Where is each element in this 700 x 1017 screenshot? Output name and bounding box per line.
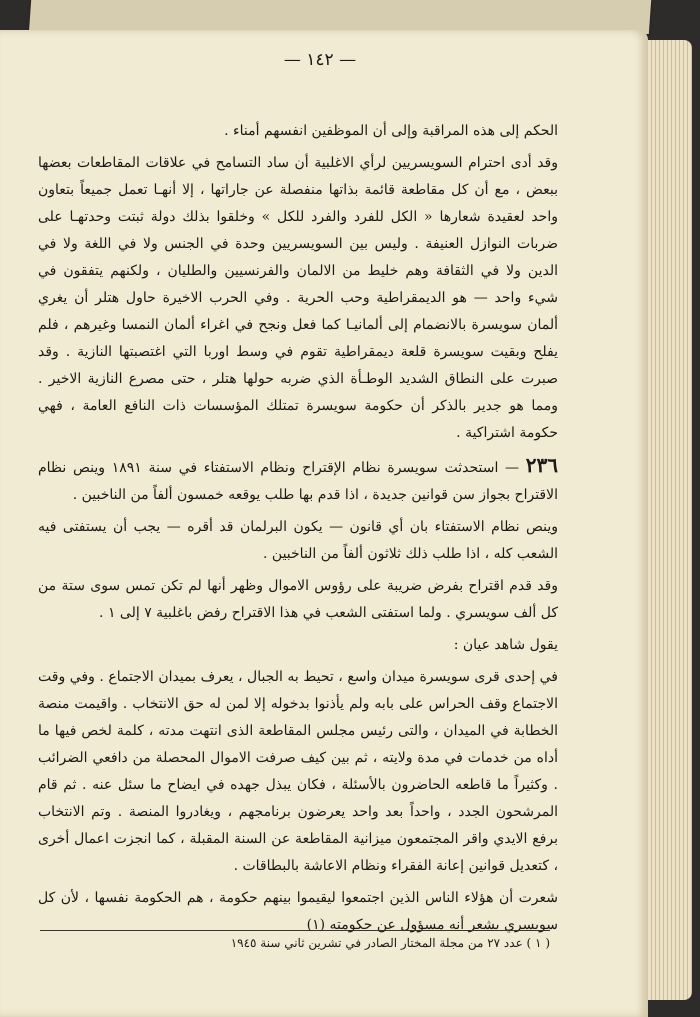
footnote: ( ١ ) عدد ٢٧ من مجلة المختار الصادر في تشرين ثاني سنة ١٩٤٥ — [230, 936, 550, 950]
page-body — [38, 118, 558, 944]
section-number: ٢٣٦ — [525, 453, 558, 477]
paragraph: في إحدى قرى سويسرة ميدان واسع ، تحيط به الجبال ، يعرف بميدان الاجتماع . وفي وقت الاجتماع وقف الحراس على بابه ولم يأذنوا بدخوله إلا لمن له حق الانتخاب . واقيمت منصة الخطابة في الميدان ، والتى رئيس مجلس المقاطعة الذى انتهت مدته ، كلمة لخص فيها ما أداه من خدمات في مدة ولايته ، ثم بين كيف صرفت الاموال المحصلة من دافعي الضرائب . وكثيراً ما قاطعه الحاضرون بالأسئلة ، فكان يبذل جهده في ايضاح ما سئل عنه . ثم قام المرشحون الجدد ، واحداً بعد واحد يعرضون برنامجهم ، ويغادروا المنصة . وتم الانتخاب برفع الايدي واقر المجتمعون ميزانية المقاطعة عن السنة المقبلة ، كما انجزت اعمال أخرى ، كتعديل قوانين إعانة الفقراء ونظام الاعاشة بالبطاقات . — [38, 669, 558, 874]
footnote-divider — [40, 930, 550, 931]
page-number: — ١٤٢ — — [283, 50, 357, 70]
section-paragraph — [38, 452, 558, 509]
paragraph: وقد قدم اقتراح بفرض ضريبة على رؤوس الاموال وظهر أنها لم تكن تمس سوى ستة من كل ألف سويسري . ولما استفتى الشعب في هذا الاقتراح رفض باغلبية ٧ إلى ١ . — [38, 578, 558, 621]
paragraph: شعرت أن هؤلاء الناس الذين اجتمعوا ليقيموا بينهم حكومة ، هم الحكومة نفسها ، لأن كل سويسري يشعر أنه مسؤول عن حكومته (١) — [38, 890, 558, 933]
section-text: — استحدثت سويسرة نظام الإقتراح ونظام الاستفتاء في سنة ١٨٩١ وينص نظام الاقتراح بجواز سن قوانين جديدة ، اذا قدم بها طلب يوقعه خمسون ألفاً من الناخبين . — [38, 460, 558, 503]
paragraph: وينص نظام الاستفتاء بان أي قانون — يكون البرلمان قد أقره — يجب أن يستفتى فيه الشعب كله ، اذا طلب ذلك ثلاثون ألفاً من الناخبين . — [38, 519, 558, 562]
paragraph: يقول شاهد عيان : — [453, 637, 558, 653]
page-edges — [648, 40, 692, 1000]
page-top-strip — [29, 0, 651, 34]
paragraph: الحكم إلى هذه المراقبة وإلى أن الموظفين انفسهم أمناء . — [224, 123, 558, 139]
paragraph: وقد أدى احترام السويسريين لرأي الاغلبية أن ساد التسامح في علاقات المقاطعات بعضها ببعض ، مع أن كل مقاطعة قائمة بذاتها منفصلة عن جاراتها ، إلا أنهـا تعمل جميعاً بتعاون واحد لعقيدة شعارها « الكل للفرد والفرد للكل » وخلقوا بذلك دولة ثبتت وحدتهـا على ضربات النوازل العنيفة . وليس بين السويسريين وحدة في الجنس ولا في اللغة ولا في الدين ولا في الثقافة وهم خليط من الالمان والفرنسيين والطليان ، ولكنهم يتفقون في شيء واحد — هو الديمقراطية وحب الحرية . وفي الحرب الاخيرة حاول هتلر أن يغري ألمان سويسرة بالانضمام إلى ألمانيـا كما فعل ونجح في اغراء ألمان النمسا وغيرهم ، فلم يفلح وبقيت سويسرة قلعة ديمقراطية تقوم في وسط اوربا التي اغتصبتها النازية . وقد صبرت على النطاق الشديد الوطـأة الذي ضربه حولها هتلر ، حتى مصرع النازية الاخير . ومما هو جدير بالذكر أن حكومة سويسرة تمتلك المؤسسات ذات النافع العامة ، فهي حكومة اشتراكية . — [38, 155, 558, 441]
